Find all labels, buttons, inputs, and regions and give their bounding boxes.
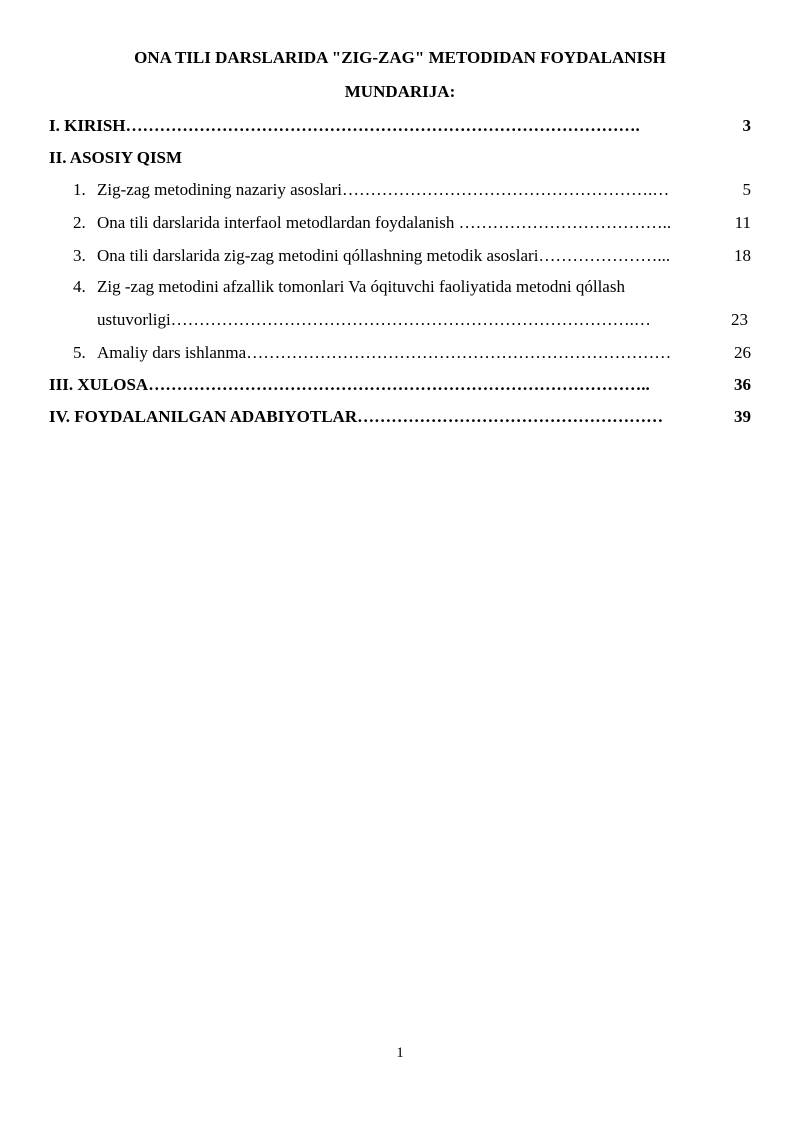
toc-item-number: 1.	[73, 180, 86, 199]
toc-item-number: 2.	[73, 213, 86, 232]
toc-item-number: 4.	[73, 277, 86, 296]
document-title: ONA TILI DARSLARIDA "ZIG-ZAG" METODIDAN FOYDALANISH	[134, 48, 666, 67]
page-number: 1	[396, 1045, 404, 1061]
toc-entry-asosiy-qism[interactable]	[49, 146, 751, 170]
toc-subentry-1[interactable]	[73, 178, 751, 202]
toc-leader-dots: ……………………………………………………………………………..	[148, 375, 650, 394]
toc-entry-label: Zig -zag metodini afzallik tomonlari Va óqituvchi faoliyatida metodni qóllash	[97, 277, 625, 296]
toc-subentry-3[interactable]	[73, 244, 751, 268]
toc-leader-dots: ……………………………………………….…	[342, 180, 670, 199]
toc-subentry-5[interactable]	[73, 341, 751, 365]
toc-item-number: 5.	[73, 343, 86, 362]
toc-page-number: 26	[734, 341, 751, 365]
toc-entry-kirish[interactable]	[49, 114, 751, 138]
toc-leader-dots: ………………………………..	[454, 213, 672, 232]
toc-subentry-2[interactable]	[73, 211, 751, 235]
toc-leader-dots: ……………………………………………………………………………….	[125, 116, 640, 135]
toc-item-number: 3.	[73, 246, 86, 265]
toc-entry-label: II. ASOSIY QISM	[49, 148, 183, 167]
toc-page-number: 36	[734, 373, 751, 397]
toc-entry-label: Ona tili darslarida zig-zag metodini qóllashning metodik asoslari	[97, 246, 539, 265]
toc-entry-adabiyotlar[interactable]	[49, 405, 751, 429]
toc-leader-dots: …………………...	[538, 246, 671, 265]
toc-leader-dots: ………………………………………………	[357, 407, 664, 426]
toc-leader-dots: …………………………………………………………………	[246, 343, 672, 362]
toc-entry-label: III. XULOSA	[49, 375, 149, 394]
toc-page-number: 3	[743, 114, 752, 138]
toc-entry-label: Amaliy dars ishlanma	[97, 343, 247, 362]
toc-page-number: 5	[743, 178, 752, 202]
toc-leader-dots: ……………………………………………………………………….…	[170, 310, 651, 329]
toc-page-number: 23	[731, 308, 748, 332]
toc-entry-label: Zig-zag metodining nazariy asoslari	[97, 180, 342, 199]
toc-page-number: 18	[734, 244, 751, 268]
toc-entry-label: I. KIRISH	[49, 116, 126, 135]
toc-page-number: 11	[735, 211, 751, 235]
toc-page-number: 39	[734, 405, 751, 429]
toc-heading: MUNDARIJA:	[344, 82, 456, 101]
toc-entry-label: Ona tili darslarida interfaol metodlardan foydalanish	[97, 213, 455, 232]
toc-entry-label-continuation: ustuvorligi	[97, 310, 171, 329]
toc-subentry-4-continuation[interactable]	[97, 308, 748, 332]
toc-entry-label: IV. FOYDALANILGAN ADABIYOTLAR	[49, 407, 358, 426]
toc-subentry-4[interactable]	[73, 275, 751, 299]
toc-entry-xulosa[interactable]	[49, 373, 751, 397]
